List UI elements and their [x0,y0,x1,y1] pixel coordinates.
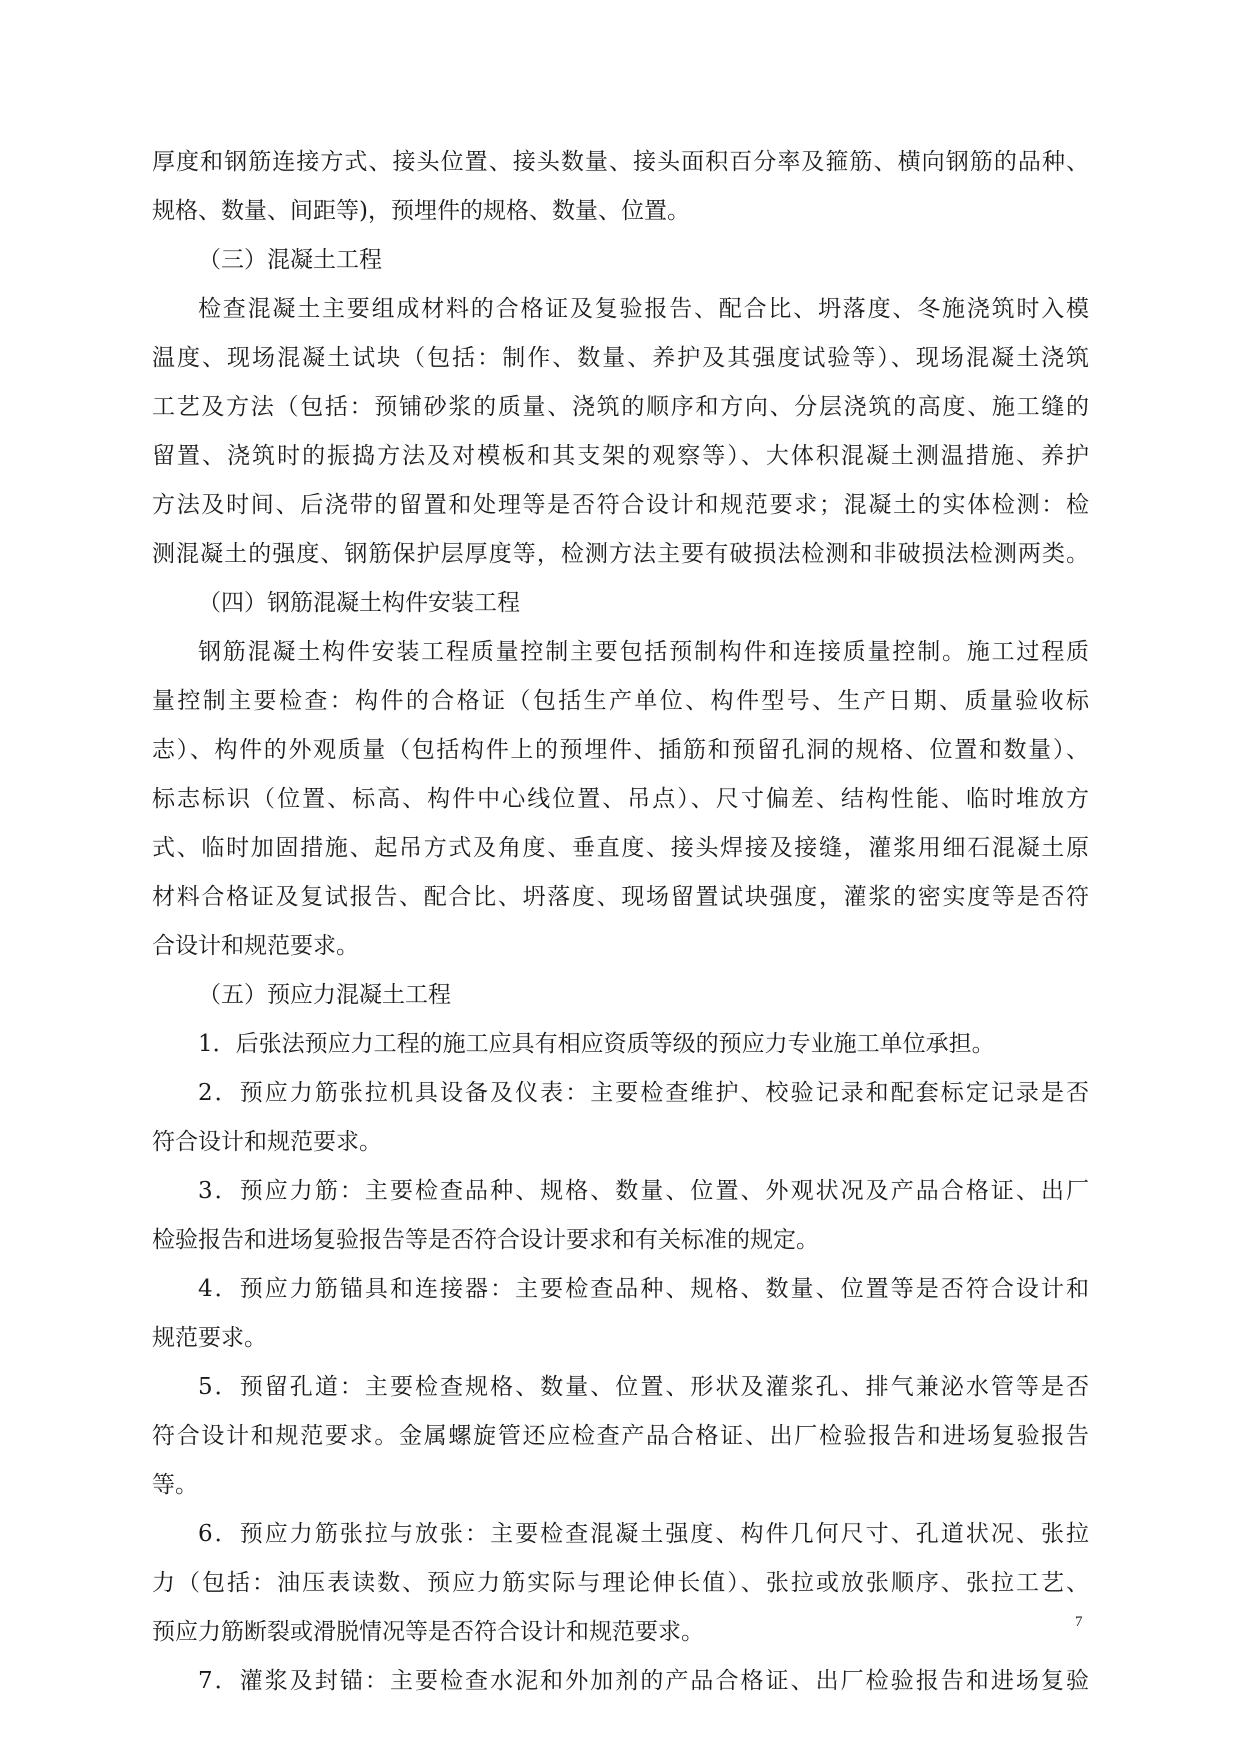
text-line: 钢筋混凝土构件安装工程质量控制主要包括预制构件和连接质量控制。施工过程质 [198,639,1089,665]
text-line: 志）、构件的外观质量（包括构件上的预埋件、插筋和预留孔洞的规格、位置和数量）、 [152,737,1089,763]
text-line: 检查混凝土主要组成材料的合格证及复验报告、配合比、坍落度、冬施浇筑时入模 [198,296,1089,322]
text-line: 量控制主要检查：构件的合格证（包括生产单位、构件型号、生产日期、质量验收标 [152,688,1089,714]
text-line: （五）预应力混凝土工程 [198,982,451,1008]
text-line: 5．预留孔道：主要检查规格、数量、位置、形状及灌浆孔、排气兼泌水管等是否 [198,1374,1089,1400]
text-line: 力（包括：油压表读数、预应力筋实际与理论伸长值）、张拉或放张顺序、张拉工艺、 [152,1570,1089,1596]
text-line: （四）钢筋混凝土构件安装工程 [198,590,520,616]
text-line: 方法及时间、后浇带的留置和处理等是否符合设计和规范要求；混凝土的实体检测：检 [152,492,1089,518]
text-line: 符合设计和规范要求。金属螺旋管还应检查产品合格证、出厂检验报告和进场复验报告 [152,1423,1089,1449]
text-line: 材料合格证及复试报告、配合比、坍落度、现场留置试块强度，灌浆的密实度等是否符 [152,884,1089,910]
page-number: 7 [1075,1614,1083,1630]
text-line: 等。 [152,1472,198,1498]
text-line: 6．预应力筋张拉与放张：主要检查混凝土强度、构件几何尺寸、孔道状况、张拉 [198,1521,1089,1547]
text-line: 规范要求。 [152,1325,267,1351]
document-body [152,138,1089,1706]
text-line: 规格、数量、间距等)，预埋件的规格、数量、位置。 [152,198,690,224]
text-line: 式、临时加固措施、起吊方式及角度、垂直度、接头焊接及接缝，灌浆用细石混凝土原 [152,835,1089,861]
text-line: 预应力筋断裂或滑脱情况等是否符合设计和规范要求。 [152,1619,704,1645]
text-line: 留置、浇筑时的振捣方法及对模板和其支架的观察等）、大体积混凝土测温措施、养护 [152,443,1089,469]
text-line: 检验报告和进场复验报告等是否符合设计要求和有关标准的规定。 [152,1227,819,1253]
text-line: 工艺及方法（包括：预铺砂浆的质量、浇筑的顺序和方向、分层浇筑的高度、施工缝的 [152,394,1089,420]
text-line: 1．后张法预应力工程的施工应具有相应资质等级的预应力专业施工单位承担。 [198,1031,995,1057]
text-line: 7．灌浆及封锚：主要检查水泥和外加剂的产品合格证、出厂检验报告和进场复验 [198,1668,1089,1694]
text-line: 2．预应力筋张拉机具设备及仪表：主要检查维护、校验记录和配套标定记录是否 [198,1080,1089,1106]
text-line: 符合设计和规范要求。 [152,1129,382,1155]
text-line: （三）混凝土工程 [198,247,382,273]
text-line: 厚度和钢筋连接方式、接头位置、接头数量、接头面积百分率及箍筋、横向钢筋的品种、 [152,149,1089,175]
text-line: 合设计和规范要求。 [152,933,359,959]
text-line: 温度、现场混凝土试块（包括：制作、数量、养护及其强度试验等）、现场混凝土浇筑 [152,345,1089,371]
text-line: 标志标识（位置、标高、构件中心线位置、吊点）、尺寸偏差、结构性能、临时堆放方 [152,786,1089,812]
text-line: 测混凝土的强度、钢筋保护层厚度等，检测方法主要有破损法检测和非破损法检测两类。 [152,541,1089,567]
text-line: 3．预应力筋：主要检查品种、规格、数量、位置、外观状况及产品合格证、出厂 [198,1178,1089,1204]
text-line: 4．预应力筋锚具和连接器：主要检查品种、规格、数量、位置等是否符合设计和 [198,1276,1089,1302]
